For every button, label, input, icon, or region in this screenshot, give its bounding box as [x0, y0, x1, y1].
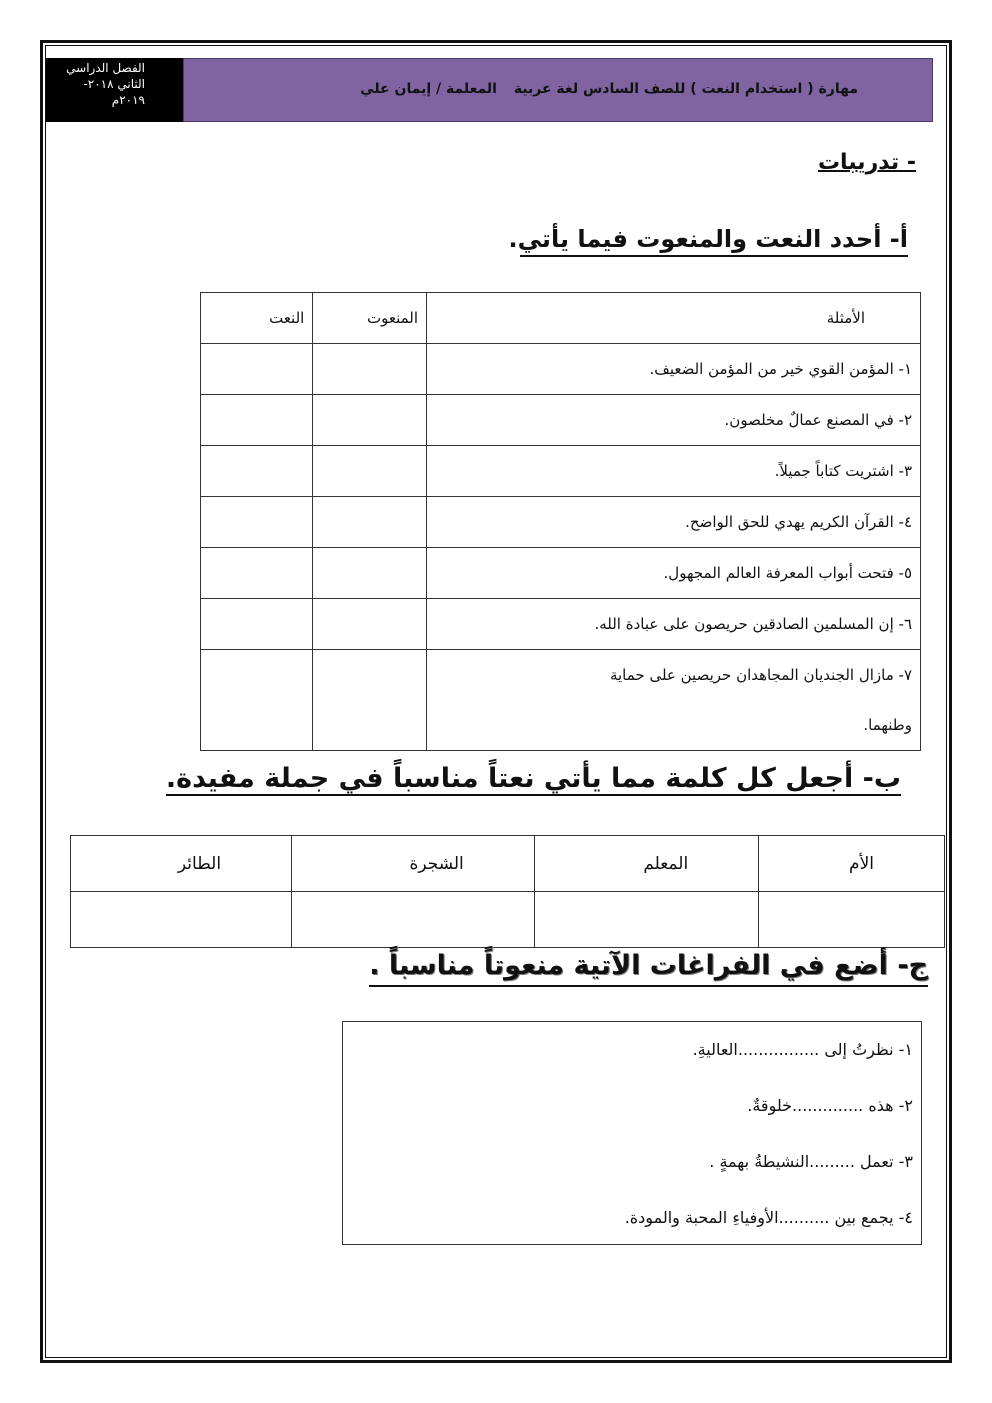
header-banner: [183, 58, 933, 122]
answer-cell[interactable]: [71, 892, 292, 948]
answer-cell[interactable]: [313, 548, 427, 599]
answer-cell[interactable]: [201, 497, 313, 548]
table-row: [201, 344, 921, 395]
skill-title: مهارة ( استخدام النعت ) للصف السادس لغة عربية: [513, 81, 858, 97]
answer-cell[interactable]: [313, 446, 427, 497]
answer-cell[interactable]: [534, 892, 758, 948]
semester-line: ٢٠١٩م: [111, 93, 145, 107]
section-b-title: ب- أجعل كل كلمة مما يأتي نعتاً مناسباً في جملة مفيدة.: [165, 763, 901, 794]
table-row: [201, 599, 921, 650]
example-text: ٦- إن المسلمين الصادقين حريصون على عبادة الله.: [427, 599, 921, 650]
example-text: ٤- القرآن الكريم يهدي للحق الواضح.: [427, 497, 921, 548]
word-cell: المعلم: [534, 836, 758, 892]
fill-item: ١- نظرتُ إلى ................العاليةِ.: [692, 1040, 913, 1059]
col-examples: الأمثلة: [427, 293, 921, 344]
section-b-table: [70, 835, 945, 948]
answer-cell[interactable]: [201, 344, 313, 395]
table-row: [201, 446, 921, 497]
example-text: [427, 650, 921, 751]
teacher-name: المعلمة / إيمان علي: [360, 81, 497, 97]
answer-cell[interactable]: [313, 344, 427, 395]
semester-line: الثاني ٢٠١٨-: [83, 77, 145, 91]
fill-item: ٢- هذه ..............خلوقةٌ.: [747, 1096, 913, 1115]
example-text: ٥- فتحت أبواب المعرفة العالم المجهول.: [427, 548, 921, 599]
header-title: [348, 81, 858, 97]
example-text: ١- المؤمن القوي خير من المؤمن الضعيف.: [427, 344, 921, 395]
example-text: ٢- في المصنع عمالٌ مخلصون.: [427, 395, 921, 446]
section-a-table: [200, 292, 921, 751]
answer-cell[interactable]: [201, 650, 313, 751]
semester-box: [46, 58, 183, 122]
answer-cell[interactable]: [759, 892, 945, 948]
semester-line: الفصل الدراسي: [66, 61, 145, 75]
answer-cell[interactable]: [292, 892, 535, 948]
table-row: [201, 650, 921, 751]
answer-cell[interactable]: [313, 599, 427, 650]
fill-item: ٣- تعمل .........النشيطةُ بهمةٍ .: [709, 1152, 913, 1171]
word-cell: الشجرة: [292, 836, 535, 892]
exercises-heading: - تدريبات: [817, 150, 916, 175]
answer-cell[interactable]: [313, 650, 427, 751]
col-described: المنعوت: [313, 293, 427, 344]
answer-cell[interactable]: [313, 497, 427, 548]
example-line: ٧- مازال الجنديان المجاهدان حريصين على حماية: [609, 666, 912, 684]
word-cell: الطائر: [71, 836, 292, 892]
table-row: [201, 395, 921, 446]
section-c-box: [342, 1021, 922, 1245]
answer-cell[interactable]: [201, 395, 313, 446]
example-line: وطنهما.: [863, 716, 912, 734]
section-c-title: ج- أضع في الفراغات الآتية منعوتاً مناسباً .: [369, 950, 928, 987]
word-row: [71, 836, 945, 892]
section-a-title: أ- أحدد النعت والمنعوت فيما يأتي.: [520, 225, 908, 257]
table-row: [201, 497, 921, 548]
table-row: [201, 548, 921, 599]
answer-cell[interactable]: [201, 548, 313, 599]
answer-cell[interactable]: [201, 446, 313, 497]
fill-item: ٤- يجمع بين ..........الأوفياءِ المحبة والمودة.: [624, 1208, 913, 1227]
answer-cell[interactable]: [313, 395, 427, 446]
col-adjective: النعت: [201, 293, 313, 344]
word-cell: الأم: [759, 836, 945, 892]
example-text: ٣- اشتريت كتاباً جميلاً.: [427, 446, 921, 497]
answer-cell[interactable]: [201, 599, 313, 650]
table-header-row: [201, 293, 921, 344]
answer-row: [71, 892, 945, 948]
